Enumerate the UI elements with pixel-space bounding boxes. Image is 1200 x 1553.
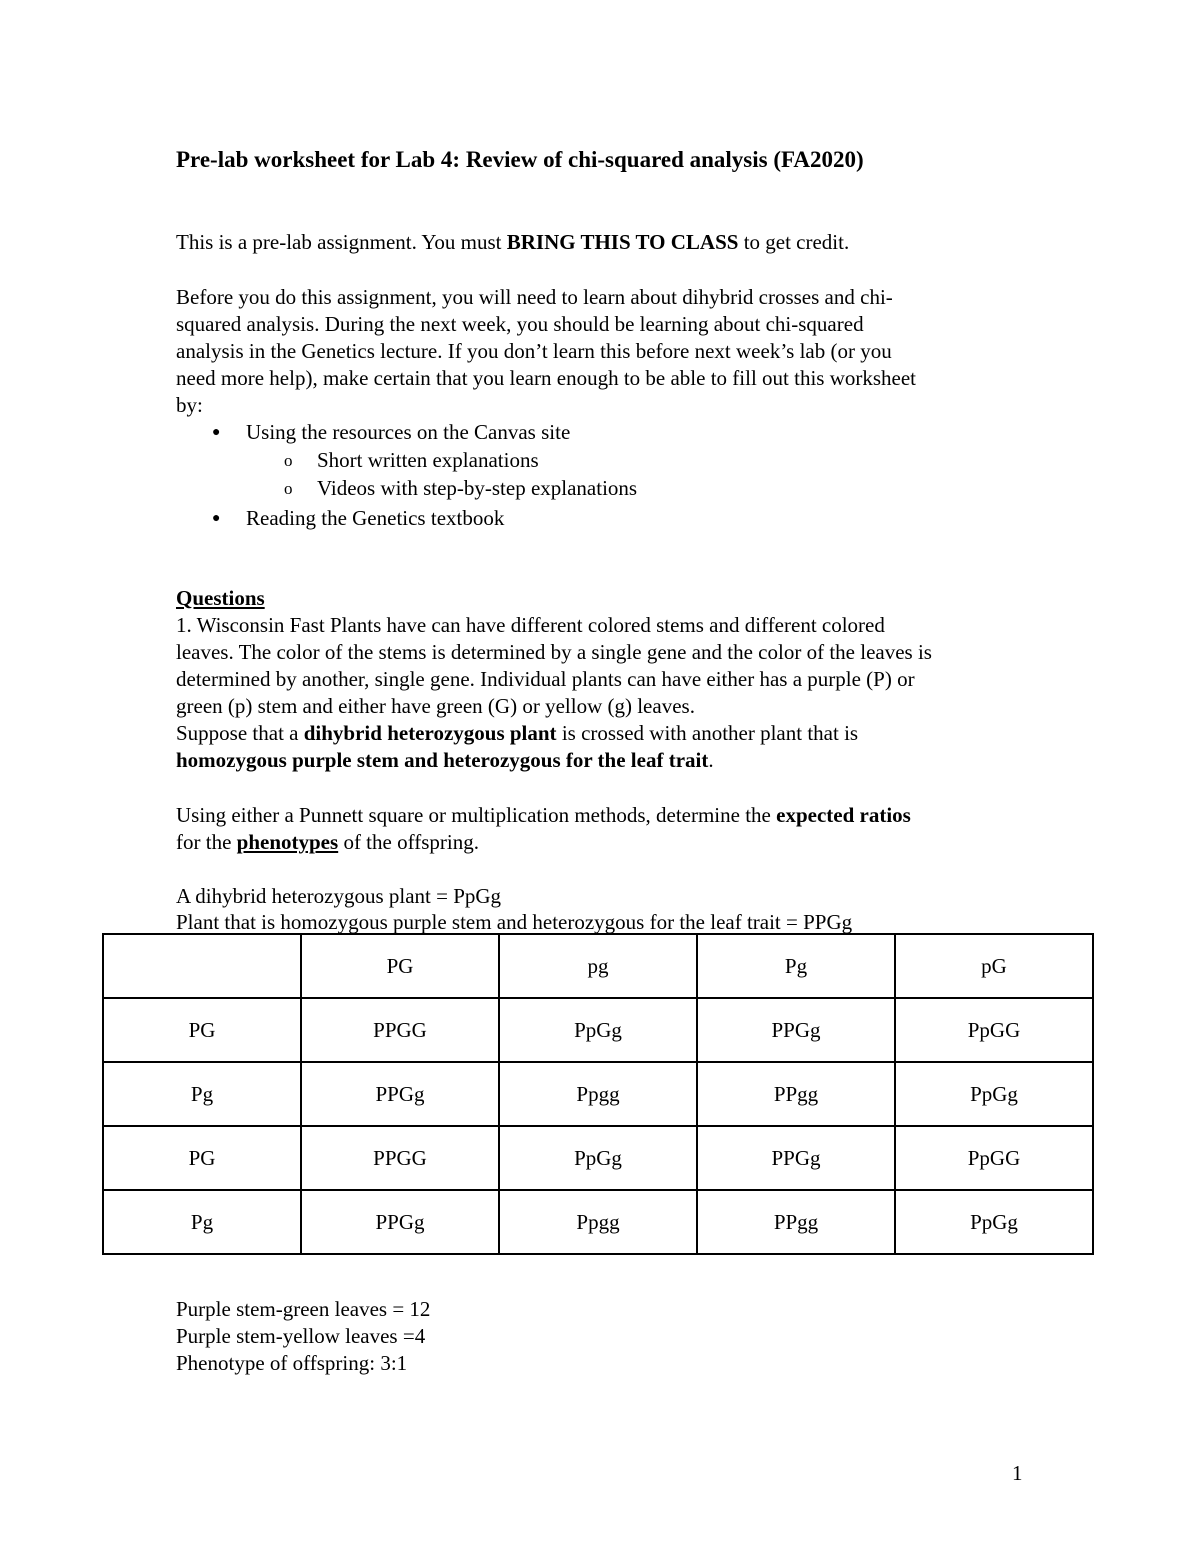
page-title: Pre-lab worksheet for Lab 4: Review of chi-squared analysis (FA2020) [176, 147, 864, 172]
table-cell: PpGg [895, 1190, 1093, 1254]
intro-bold: BRING THIS TO CLASS [506, 230, 739, 254]
question-text: Suppose that a [176, 721, 304, 745]
punnett-square [102, 933, 1094, 1255]
question-text: Using either a Punnett square or multiplication methods, determine the [176, 803, 777, 827]
table-cell: PPGg [301, 1062, 499, 1126]
question-text: for the [176, 830, 237, 854]
table-cell: PPGG [301, 998, 499, 1062]
para-line: analysis in the Genetics lecture. If you don’t learn this before next week’s lab (or you [176, 339, 892, 363]
table-cell: Pg [103, 1062, 301, 1126]
table-cell: Ppgg [499, 1190, 697, 1254]
table-cell: PG [103, 1126, 301, 1190]
para-line: need more help), make certain that you learn enough to be able to fill out this worksheet [176, 366, 917, 390]
table-cell: Pg [697, 934, 895, 998]
question-bold: dihybrid heterozygous plant [303, 721, 557, 745]
table-cell: PG [301, 934, 499, 998]
list-subitem: Short written explanations [317, 448, 539, 472]
para-line: squared analysis. During the next week, you should be learning about chi-squared [176, 312, 864, 336]
table-row [103, 1126, 1093, 1190]
table-cell: PpGG [895, 1126, 1093, 1190]
question-bold: expected ratios [776, 803, 911, 827]
list-item: Using the resources on the Canvas site [246, 420, 571, 444]
table-cell: Pg [103, 1190, 301, 1254]
para-line: by: [176, 393, 203, 417]
table-cell: PPgg [697, 1062, 895, 1126]
questions-heading: Questions [176, 586, 265, 610]
intro-line [176, 229, 849, 256]
question-bold-underline: phenotypes [236, 830, 339, 854]
question-line [176, 720, 858, 747]
bullet-icon: ● [212, 425, 221, 440]
table-cell: pG [895, 934, 1093, 998]
table-cell: PpGg [499, 998, 697, 1062]
table-cell: PPGg [697, 998, 895, 1062]
definition-line: Plant that is homozygous purple stem and heterozygous for the leaf trait = PPGg [176, 910, 853, 934]
question-line [176, 747, 714, 774]
table-cell: PpGg [499, 1126, 697, 1190]
question-text: is crossed with another plant that is [556, 721, 859, 745]
page-number: 1 [1012, 1461, 1023, 1485]
question-line: leaves. The color of the stems is determined by a single gene and the color of the leaves is [176, 640, 932, 664]
question-line: green (p) stem and either have green (G) or yellow (g) leaves. [176, 694, 695, 718]
table-cell: PPGG [301, 1126, 499, 1190]
table-cell: PpGG [895, 998, 1093, 1062]
table-cell: pg [499, 934, 697, 998]
question-text: of the offspring. [338, 830, 479, 854]
table-row [103, 1190, 1093, 1254]
list-item: Reading the Genetics textbook [246, 506, 505, 530]
question-line [176, 829, 479, 856]
table-cell: PPgg [697, 1190, 895, 1254]
table-row [103, 1062, 1093, 1126]
sub-bullet-icon: o [284, 479, 293, 498]
table-cell: PG [103, 998, 301, 1062]
list-subitem: Videos with step-by-step explanations [317, 476, 638, 500]
result-line: Purple stem-green leaves = 12 [176, 1297, 431, 1321]
sub-bullet-icon: o [284, 451, 293, 470]
question-text: . [708, 748, 714, 772]
table-cell: PPGg [301, 1190, 499, 1254]
table-cell: PpGg [895, 1062, 1093, 1126]
intro-text: This is a pre-lab assignment. You must [176, 230, 507, 254]
definition-line: A dihybrid heterozygous plant = PpGg [176, 884, 502, 908]
table-cell [103, 934, 301, 998]
para-line: Before you do this assignment, you will need to learn about dihybrid crosses and chi- [176, 285, 893, 309]
question-line [176, 802, 911, 829]
question-bold: homozygous purple stem and heterozygous for the leaf trait [176, 748, 709, 772]
bullet-icon: ● [212, 511, 221, 526]
result-line: Phenotype of offspring: 3:1 [176, 1351, 408, 1375]
question-line: 1. Wisconsin Fast Plants have can have different colored stems and different colored [176, 613, 885, 637]
table-row [103, 998, 1093, 1062]
question-line: determined by another, single gene. Individual plants can have either has a purple (P) or [176, 667, 915, 691]
table-cell: Ppgg [499, 1062, 697, 1126]
intro-text-end: to get credit. [738, 230, 850, 254]
result-line: Purple stem-yellow leaves =4 [176, 1324, 426, 1348]
table-cell: PPGg [697, 1126, 895, 1190]
table-header-row [103, 934, 1093, 998]
